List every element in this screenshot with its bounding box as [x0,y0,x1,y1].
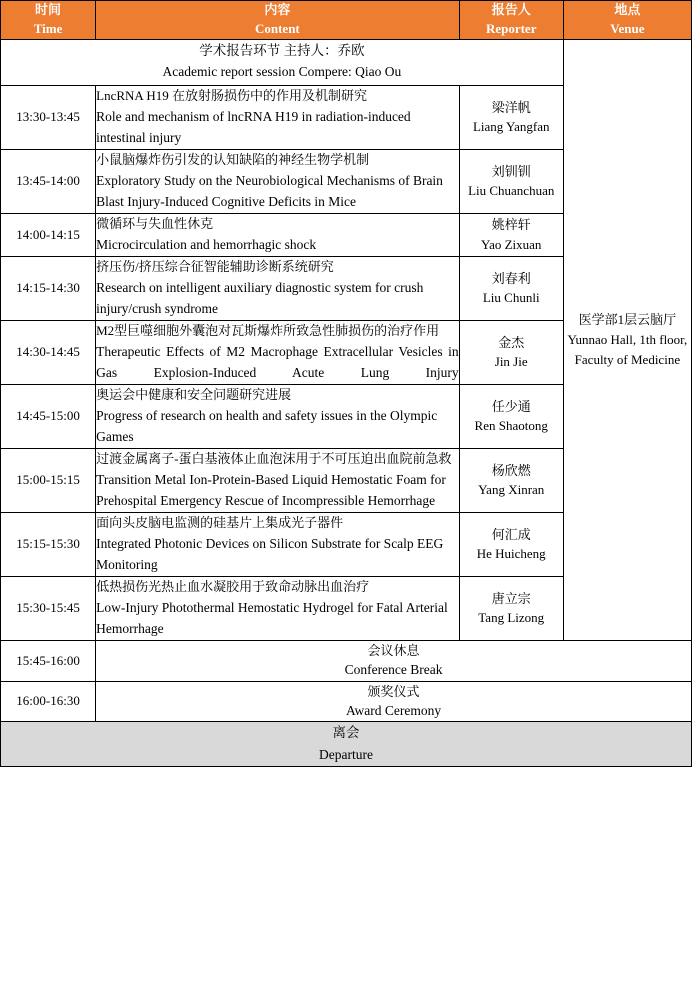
venue-en: Yunnao Hall, 1th floor, Faculty of Medicine [567,331,688,367]
row-content-cn: LncRNA H19 在放射肠损伤中的作用及机制研究 [96,87,367,103]
column-header-venue-cn: 地点 [614,2,641,17]
row-reporter-cn: 刘春利 [491,270,531,286]
row-content-en: Exploratory Study on the Neurobiological Mechanisms of Brain Blast Injury-Induced Cognitive Deficits in Mice [96,173,443,209]
departure-row [1,722,692,766]
row-reporter-en: Liu Chunli [482,290,540,306]
break-label-cn: 会议休息 [367,642,420,658]
row-content-cn: M2型巨噬细胞外囊泡对瓦斯爆炸所致急性肺损伤的治疗作用 [96,322,440,338]
row-reporter [459,85,563,149]
venue-cn: 医学部1层云脑厅 [578,311,677,327]
row-reporter-en: Tang Lizong [478,610,545,626]
session-row [1,39,692,85]
row-reporter-en: Ren Shaotong [474,418,548,434]
row-reporter-en: He Huicheng [476,546,546,562]
session-title-cell [1,39,564,85]
row-content [96,384,460,448]
row-reporter-cn: 姚梓轩 [491,217,531,233]
row-content-cn: 低热损伤光热止血水凝胶用于致命动脉出血治疗 [96,578,370,594]
departure-en: Departure [319,746,373,762]
table-header-row [1,1,692,40]
row-content-en: Transition Metal Ion-Protein-Based Liquid Hemostatic Foam for Prehospital Emergency Rescue of Incompressible Hemorrhage [96,472,446,508]
row-reporter-en: Jin Jie [494,354,528,370]
row-reporter [459,576,563,640]
row-reporter-en: Liang Yangfan [472,119,550,135]
row-content-cn: 奥运会中健康和安全问题研究进展 [96,386,292,402]
row-time: 15:30-15:45 [1,576,96,640]
row-content [96,256,460,320]
row-content-cn: 面向头皮脑电监测的硅基片上集成光子器件 [96,514,344,530]
row-reporter-en: Yao Zixuan [480,236,542,252]
row-time: 14:15-14:30 [1,256,96,320]
row-time: 13:45-14:00 [1,149,96,213]
row-reporter [459,213,563,256]
row-reporter-cn: 唐立宗 [491,590,531,606]
break-time: 16:00-16:30 [1,681,96,722]
row-reporter [459,448,563,512]
column-header-time [1,1,96,40]
break-row [1,681,692,722]
break-label [96,640,692,681]
column-header-venue [563,1,691,40]
row-content-en: Role and mechanism of lncRNA H19 in radiation-induced intestinal injury [96,109,411,145]
row-reporter-cn: 何汇成 [491,526,531,542]
column-header-content-cn: 内容 [264,2,291,17]
row-content [96,576,460,640]
row-reporter-cn: 梁洋帆 [491,99,531,115]
break-label-cn: 颁奖仪式 [367,683,420,699]
departure-cn: 离会 [332,725,360,741]
row-content-en: Therapeutic Effects of M2 Macrophage Extracellular Vesicles in Gas Explosion-Induced Acute Lung Injury [96,344,459,380]
column-header-time-cn: 时间 [35,2,62,17]
departure-cell [1,722,692,766]
column-header-reporter-en: Reporter [485,20,537,36]
row-reporter [459,512,563,576]
break-label-en: Conference Break [344,662,443,678]
row-content-en: Integrated Photonic Devices on Silicon Substrate for Scalp EEG Monitoring [96,535,444,572]
row-content-cn: 微循环与失血性休克 [96,215,214,231]
row-content [96,85,460,149]
row-time: 14:45-15:00 [1,384,96,448]
row-content-cn: 挤压伤/挤压综合征智能辅助诊断系统研究 [96,258,334,274]
venue-cell [563,39,691,640]
session-title-en: Academic report session Compere: Qiao Ou [162,64,402,80]
row-time: 15:15-15:30 [1,512,96,576]
row-content-en: Low-Injury Photothermal Hemostatic Hydrogel for Fatal Arterial Hemorrhage [96,599,448,636]
break-label [96,681,692,722]
column-header-venue-en: Venue [610,20,645,36]
row-time: 14:30-14:45 [1,320,96,384]
row-content [96,213,460,256]
column-header-content [96,1,460,40]
row-reporter [459,256,563,320]
row-reporter [459,320,563,384]
row-content [96,512,460,576]
row-content [96,149,460,213]
row-time: 15:00-15:15 [1,448,96,512]
row-content-cn: 过渡金属离子-蛋白基液体止血泡沫用于不可压迫出血院前急救 [96,450,452,466]
row-reporter-cn: 刘钏钏 [491,163,531,179]
session-title-cn: 学术报告环节 主持人：乔欧 [199,42,365,58]
row-time: 14:00-14:15 [1,213,96,256]
column-header-content-en: Content [254,20,300,36]
row-content-en: Microcirculation and hemorrhagic shock [96,236,317,252]
row-reporter [459,149,563,213]
row-content-en: Progress of research on health and safety issues in the Olympic Games [96,408,438,444]
column-header-reporter [459,1,563,40]
break-row [1,640,692,681]
column-header-time-en: Time [33,20,63,36]
column-header-reporter-cn: 报告人 [491,2,531,17]
row-content-en: Research on intelligent auxiliary diagnostic system for crush injury/crush syndrome [96,280,424,316]
row-reporter [459,384,563,448]
row-content [96,448,460,512]
row-content-cn: 小鼠脑爆炸伤引发的认知缺陷的神经生物学机制 [96,151,370,167]
break-time: 15:45-16:00 [1,640,96,681]
row-content [96,320,460,384]
row-reporter-cn: 任少通 [491,398,531,414]
break-label-en: Award Ceremony [346,703,442,719]
row-reporter-en: Liu Chuanchuan [468,183,555,199]
row-reporter-en: Yang Xinran [478,482,545,498]
row-time: 13:30-13:45 [1,85,96,149]
row-reporter-cn: 杨欣燃 [491,462,531,478]
row-reporter-cn: 金杰 [498,334,525,350]
